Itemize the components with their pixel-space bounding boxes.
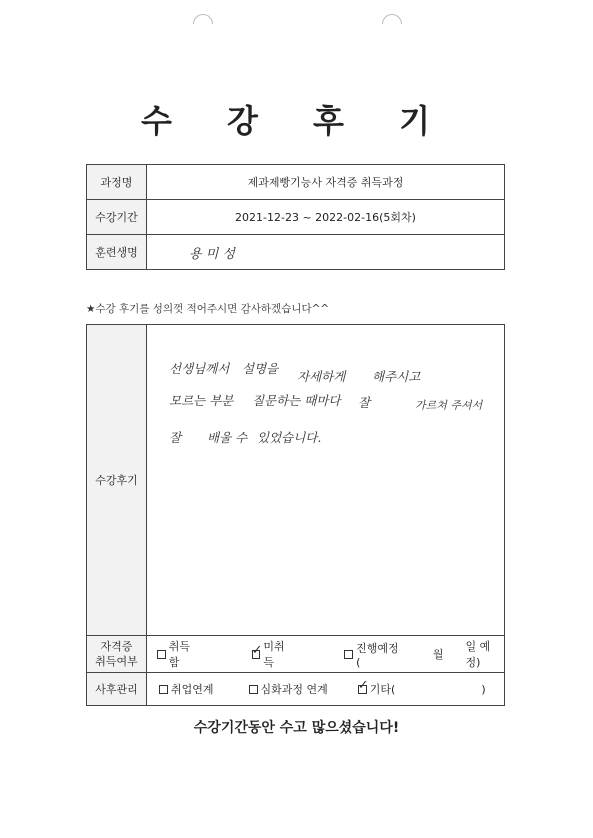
followup-label: 사후관리 — [87, 673, 147, 706]
period-label: 수강기간 — [87, 200, 147, 235]
review-table — [86, 324, 505, 706]
review-line-1-word-1: 선생님께서 — [169, 361, 230, 376]
followup-options — [147, 673, 505, 706]
course-value: 제과제빵기능사 자격증 취득과정 — [147, 165, 505, 200]
option-acquired[interactable] — [157, 638, 200, 670]
review-line-3-word-1: 잘 — [169, 430, 182, 445]
job-link-label: 취업연계 — [171, 683, 214, 696]
acquired-checkbox[interactable] — [157, 650, 166, 659]
review-line-1-word-3: 자세하게 — [297, 369, 346, 384]
certification-options — [147, 636, 505, 673]
course-label: 과정명 — [87, 165, 147, 200]
certification-label-line2: 취득여부 — [95, 655, 138, 668]
review-line-2-word-2: 질문하는 때마다 — [252, 393, 341, 408]
advanced-course-checkbox[interactable] — [249, 685, 258, 694]
review-line-2-word-1: 모르는 부분 — [169, 393, 234, 408]
trainee-label: 훈련생명 — [87, 235, 147, 270]
notice-text: ★수강 후기를 성의껏 적어주시면 감사하겠습니다^^ — [86, 303, 330, 315]
not-acquired-label: 미취득 — [263, 640, 285, 669]
option-in-progress[interactable] — [344, 640, 405, 669]
option-job-link[interactable] — [159, 681, 214, 697]
trainee-cell — [147, 235, 505, 270]
other-close-paren: ) — [481, 682, 486, 696]
certification-label-line1: 자격증 — [100, 640, 133, 653]
period-value: 2021-12-23 ~ 2022-02-16(5회차) — [147, 200, 505, 235]
option-not-acquired[interactable] — [252, 638, 295, 670]
certification-label — [87, 636, 147, 673]
acquired-label: 취득함 — [168, 640, 191, 669]
punch-hole-left — [193, 14, 213, 24]
day-label: 일 예정) — [465, 640, 491, 669]
in-progress-label: 진행예정 ( — [356, 641, 399, 669]
other-label: 기타( — [369, 683, 396, 696]
page-title: 수 강 후 기 — [140, 102, 453, 140]
other-checkbox[interactable] — [358, 685, 367, 694]
month-label: 월 — [432, 648, 444, 661]
trainee-value: 용 미 성 — [189, 246, 235, 262]
not-acquired-checkbox[interactable] — [252, 650, 261, 659]
review-line-1-word-2: 설명을 — [242, 361, 279, 376]
review-line-2-word-4: 가르쳐 주셔서 — [415, 399, 483, 412]
review-line-2-word-3: 잘 — [358, 395, 371, 410]
option-other[interactable] — [358, 681, 396, 697]
advanced-course-label: 심화과정 연계 — [260, 683, 328, 696]
option-advanced-course[interactable] — [249, 681, 328, 697]
review-body — [147, 325, 505, 636]
job-link-checkbox[interactable] — [159, 685, 168, 694]
footer-message: 수강기간동안 수고 많으셨습니다! — [193, 720, 400, 736]
in-progress-checkbox[interactable] — [344, 650, 353, 659]
review-label: 수강후기 — [87, 325, 147, 636]
review-line-3-word-2: 배울 수 — [207, 430, 248, 445]
review-line-1-word-4: 해주시고 — [372, 369, 421, 384]
punch-hole-right — [382, 14, 402, 24]
review-line-3-word-3: 있었습니다. — [257, 430, 322, 445]
course-info-table — [86, 164, 505, 270]
